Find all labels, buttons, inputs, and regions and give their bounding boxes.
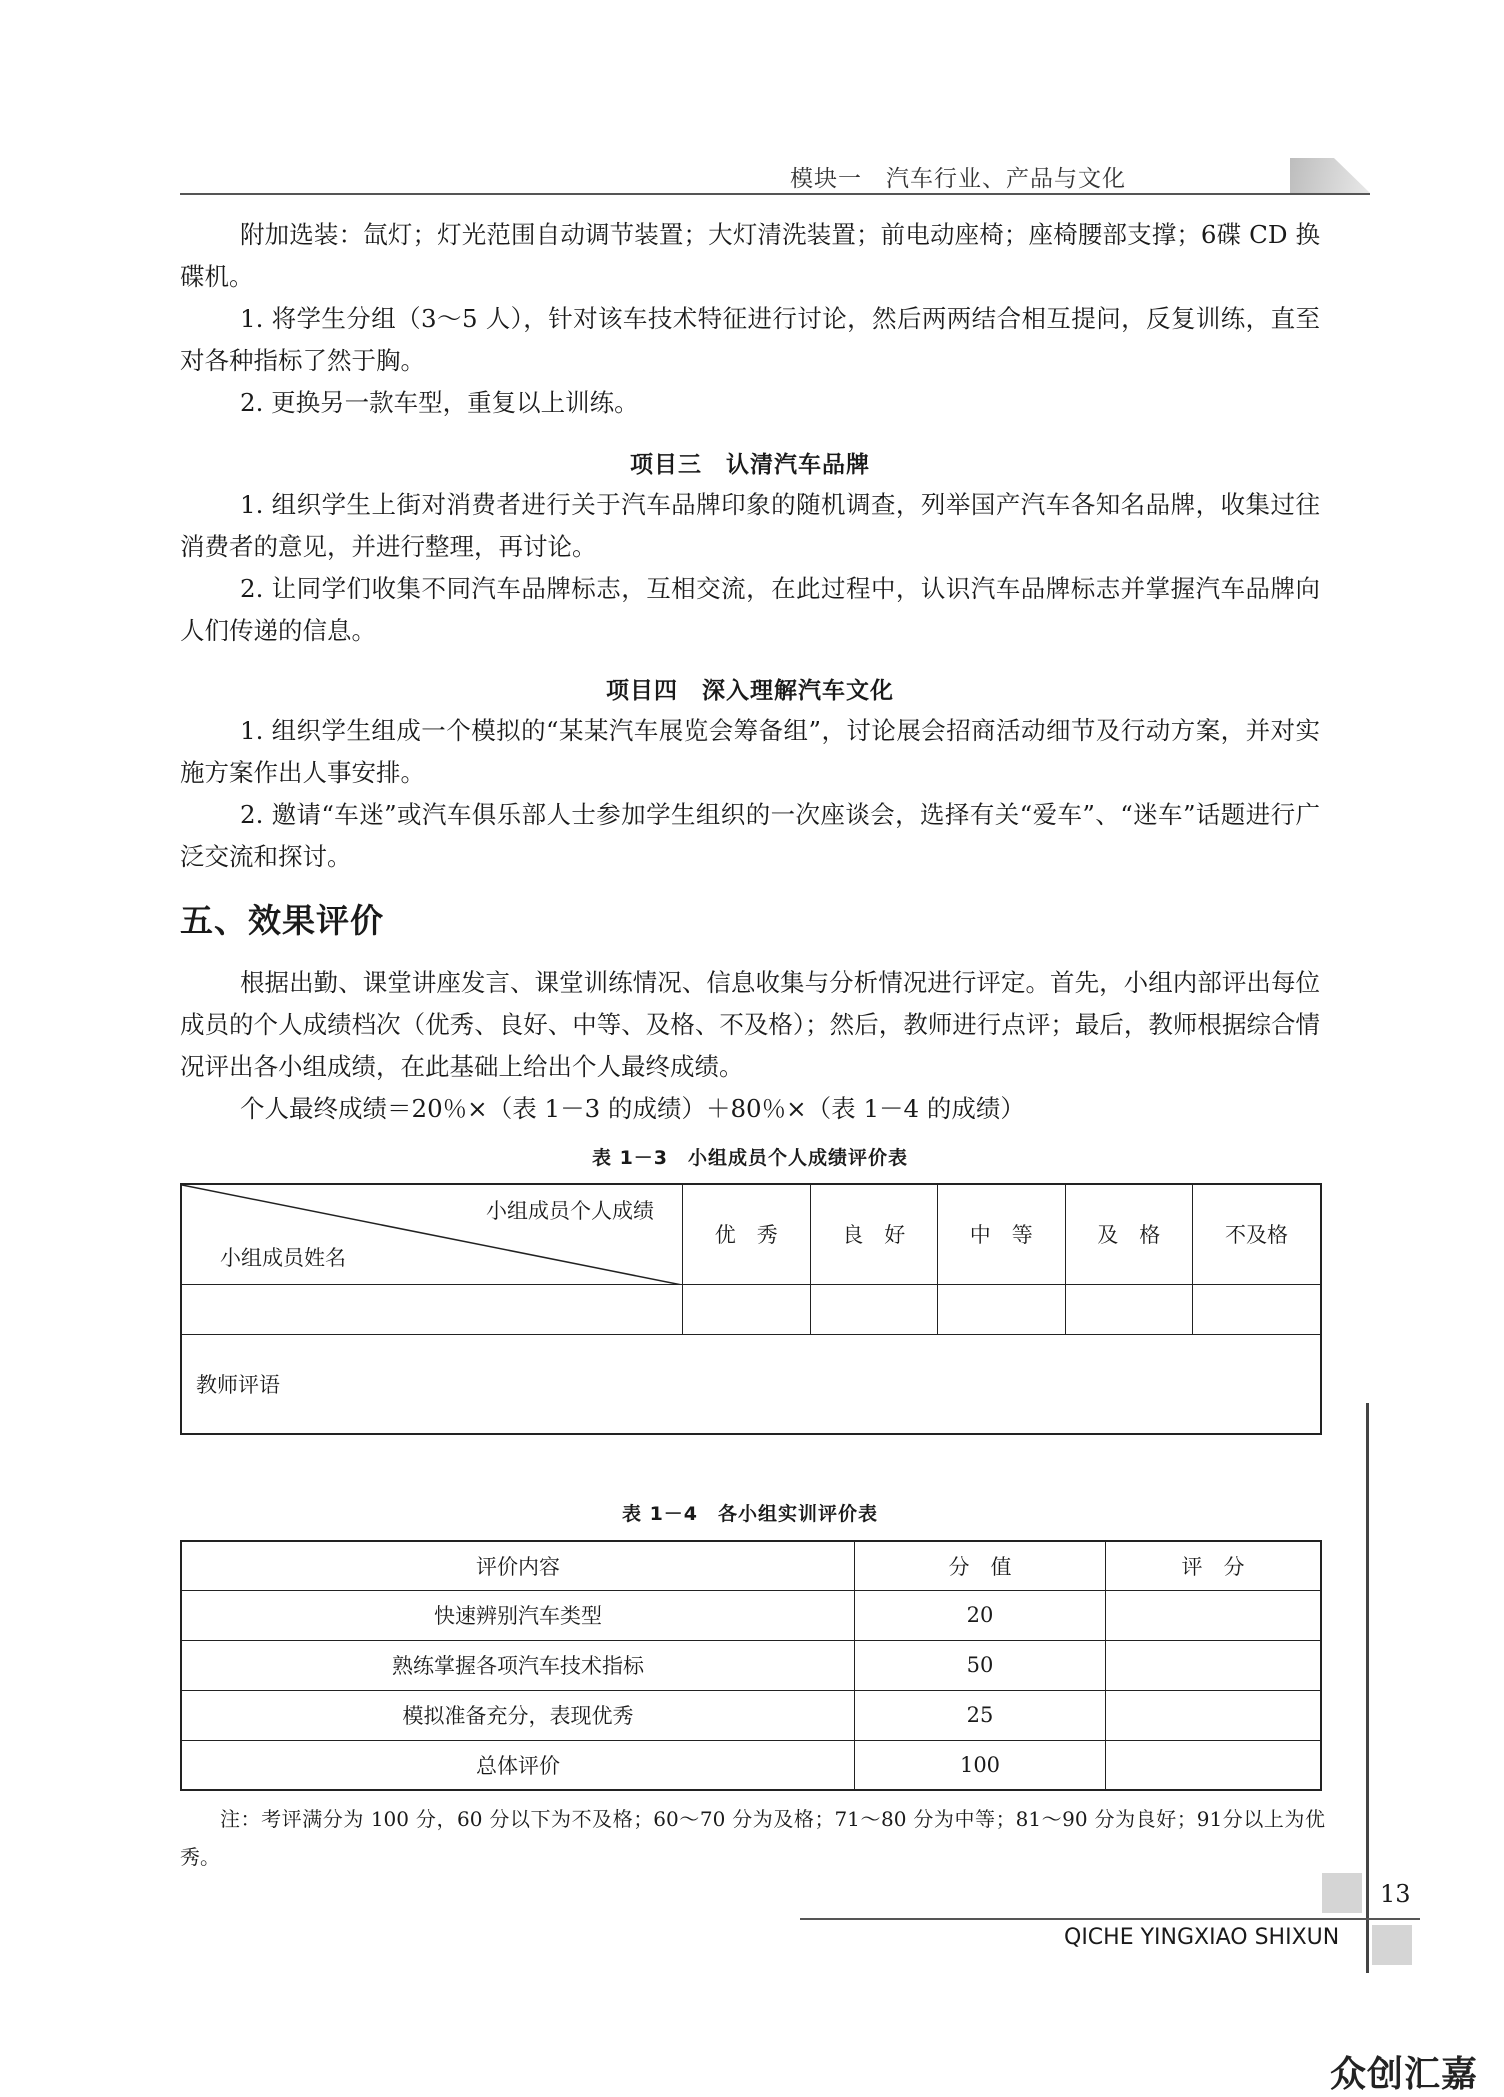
paragraph: 1. 组织学生上街对消费者进行关于汽车品牌印象的随机调查，列举国产汽车各知名品牌，收集过往消费者的意见，并进行整理，再讨论。 (180, 490, 1320, 561)
watermark: 众创汇嘉 (1330, 2054, 1479, 2095)
table-row (181, 1284, 1321, 1334)
grade-cell (1106, 1740, 1322, 1790)
grade-cell (1106, 1640, 1322, 1690)
margin-rule (1366, 1403, 1369, 1973)
table-row (181, 1334, 1321, 1434)
intro-text (180, 214, 1320, 424)
project4-heading: 项目四 深入理解汽车文化 (606, 678, 894, 704)
paragraph: 2. 让同学们收集不同汽车品牌标志，互相交流，在此过程中，认识汽车品牌标志并掌握汽车品牌向人们传递的信息。 (180, 574, 1320, 645)
paragraph: 2. 更换另一款车型，重复以上训练。 (240, 388, 639, 417)
table-row (181, 1590, 1321, 1640)
section5-text (180, 962, 1320, 1130)
table-header-row (181, 1541, 1321, 1590)
table-cell (810, 1284, 938, 1334)
table-cell (181, 1284, 683, 1334)
item-cell: 总体评价 (181, 1740, 855, 1790)
corner-bottom-label: 小组成员姓名 (220, 1245, 346, 1270)
paragraph: 2. 邀请“车迷”或汽车俱乐部人士参加学生组织的一次座谈会，选择有关“爱车”、“迷车”话题进行广泛交流和探讨。 (180, 800, 1320, 871)
table-cell (938, 1284, 1066, 1334)
table-cell (683, 1284, 811, 1334)
column-header: 良 好 (810, 1184, 938, 1284)
paragraph: 1. 组织学生组成一个模拟的“某某汽车展览会筹备组”，讨论展会招商活动细节及行动方案，并对实施方案作出人事安排。 (180, 716, 1320, 787)
series-title: QICHE YINGXIAO SHIXUN (1064, 1925, 1340, 1950)
column-header: 不及格 (1193, 1184, 1322, 1284)
diagonal-header-cell (181, 1184, 683, 1284)
project3-heading: 项目三 认清汽车品牌 (630, 452, 870, 478)
project4-text (180, 710, 1320, 878)
score-cell: 25 (855, 1690, 1106, 1740)
paragraph: 附加选装：氙灯；灯光范围自动调节装置；大灯清洗装置；前电动座椅；座椅腰部支撑；6碟 CD 换碟机。 (180, 220, 1320, 291)
table-1-4 (180, 1540, 1322, 1791)
table-1-3 (180, 1183, 1322, 1435)
table-row (181, 1690, 1321, 1740)
table-note (180, 1800, 1325, 1876)
item-cell: 快速辨别汽车类型 (181, 1590, 855, 1640)
corner-top-label: 小组成员个人成绩 (486, 1199, 654, 1223)
footer-decoration-box (1322, 1873, 1362, 1913)
table14-caption: 表 1－4 各小组实训评价表 (621, 1503, 879, 1525)
column-header: 及 格 (1065, 1184, 1193, 1284)
table-row (181, 1740, 1321, 1790)
column-header: 评价内容 (181, 1541, 855, 1590)
paragraph: 根据出勤、课堂讲座发言、课堂训练情况、信息收集与分析情况进行评定。首先，小组内部评出每位成员的个人成绩档次（优秀、良好、中等、及格、不及格）；然后，教师进行点评；最后，教师根据综合情况评出各小组成绩，在此基础上给出个人最终成绩。 (180, 968, 1320, 1081)
header-rule (180, 193, 1370, 195)
header-decoration (1290, 158, 1370, 193)
column-header: 中 等 (938, 1184, 1066, 1284)
section-heading: 五、效果评价 (180, 901, 384, 940)
item-cell: 模拟准备充分，表现优秀 (181, 1690, 855, 1740)
column-header: 评 分 (1106, 1541, 1322, 1590)
grade-cell (1106, 1690, 1322, 1740)
table-row (181, 1640, 1321, 1690)
formula: 个人最终成绩＝20％×（表 1－3 的成绩）＋80％×（表 1－4 的成绩） (240, 1094, 1025, 1123)
footer-decoration-box (1372, 1925, 1412, 1965)
item-cell: 熟练掌握各项汽车技术指标 (181, 1640, 855, 1690)
score-cell: 100 (855, 1740, 1106, 1790)
running-header: 模块一 汽车行业、产品与文化 (790, 166, 1126, 192)
table13-caption: 表 1－3 小组成员个人成绩评价表 (591, 1147, 909, 1169)
column-header: 优 秀 (683, 1184, 811, 1284)
score-cell: 50 (855, 1640, 1106, 1690)
note-text: 注：考评满分为 100 分，60 分以下为不及格；60～70 分为及格；71～80 分为中等；81～90 分为良好；91分以上为优秀。 (180, 1807, 1325, 1869)
page-number: 13 (1380, 1880, 1411, 1908)
project3-text (180, 484, 1320, 652)
column-header: 分 值 (855, 1541, 1106, 1590)
footer-rule (800, 1918, 1420, 1920)
table-cell (1193, 1284, 1322, 1334)
teacher-comment-label: 教师评语 (181, 1334, 1321, 1434)
score-cell: 20 (855, 1590, 1106, 1640)
table-cell (1065, 1284, 1193, 1334)
paragraph: 1. 将学生分组（3～5 人），针对该车技术特征进行讨论，然后两两结合相互提问，反复训练，直至对各种指标了然于胸。 (180, 304, 1320, 375)
grade-cell (1106, 1590, 1322, 1640)
